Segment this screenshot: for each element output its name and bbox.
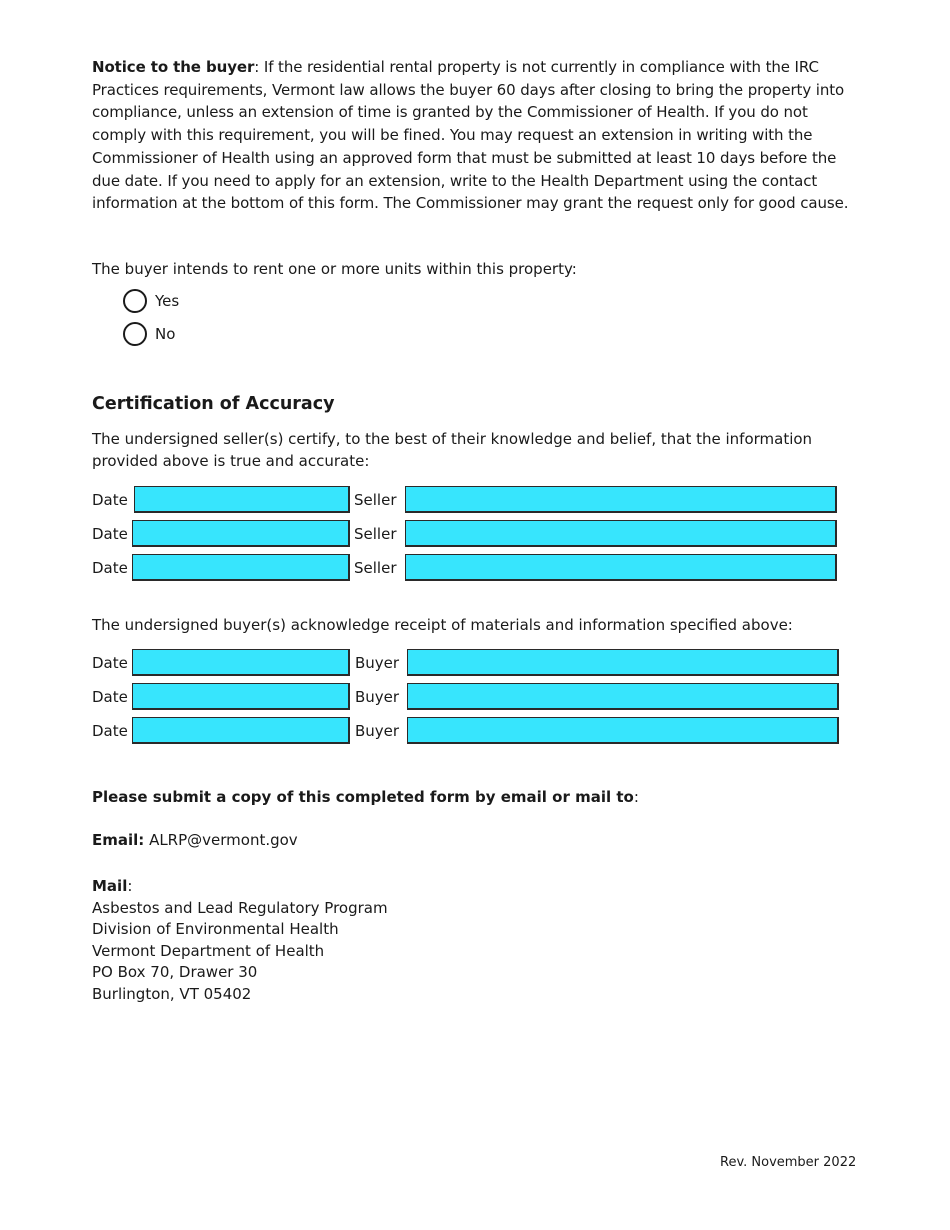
address-line-1: Asbestos and Lead Regulatory Program [92,898,388,917]
seller-name-field-1[interactable] [405,486,837,513]
seller-name-field-3[interactable] [405,554,837,581]
seller-label: Seller [354,525,397,543]
seller-row-1 [92,486,852,514]
buyer-name-field-2[interactable] [407,683,839,710]
buyer-date-field-2[interactable] [132,683,350,710]
no-radio-button[interactable] [123,322,147,346]
certification-heading: Certification of Accuracy [92,394,335,414]
date-label: Date [92,654,128,672]
seller-name-field-2[interactable] [405,520,837,547]
email-line [92,831,298,849]
rent-question: The buyer intends to rent one or more units within this property: [92,260,577,278]
no-label: No [155,325,176,343]
date-label: Date [92,525,128,543]
yes-radio-button[interactable] [123,289,147,313]
address-line-5: Burlington, VT 05402 [92,984,252,1003]
mail-label: Mail [92,877,128,895]
buyer-label: Buyer [355,654,400,672]
notice-paragraph [92,56,852,215]
date-label: Date [92,491,128,509]
buyer-row-1 [92,649,852,677]
address-line-2: Division of Environmental Health [92,920,339,938]
notice-label: Notice to the buyer [92,58,255,76]
email-label: Email: [92,831,145,849]
buyer-name-field-3[interactable] [407,717,839,744]
seller-row-2 [92,520,852,548]
mail-colon: : [127,877,133,895]
notice-text: : If the residential rental property is not currently in compliance with the IRC Practices requirements, Vermont law allows the buyer 60 days after closing to bring the property into compliance, unless an extension of time is granted by the Commissioner of Health. If you do not comply with this requirement, you will be fined. You may request an extension in writing with the Commissioner of Health using an approved form that must be submitted at least 10 days before the due date. If you need to apply for an extension, write to the Health Department using the contact information at the bottom of this form. The Commissioner may grant the request only for good cause. [92,58,849,213]
buyer-row-3 [92,717,852,745]
seller-date-field-3[interactable] [132,554,350,581]
email-address: ALRP@vermont.gov [149,831,298,849]
buyer-label: Buyer [355,722,400,740]
submission-instruction [92,788,639,806]
rent-option-yes[interactable] [123,287,179,315]
mail-block [92,876,388,1005]
submission-instruction-text: Please submit a copy of this completed form by email or mail to [92,788,634,806]
seller-row-3 [92,554,852,582]
buyer-date-field-3[interactable] [132,717,350,744]
yes-label: Yes [155,292,180,310]
buyer-name-field-1[interactable] [407,649,839,676]
submission-colon: : [633,788,639,806]
seller-intro: The undersigned seller(s) certify, to the best of their knowledge and belief, that the information provided above is true and accurate: [92,430,813,470]
buyer-intro: The undersigned buyer(s) acknowledge receipt of materials and information specified above: [92,616,793,634]
notice-section [92,56,852,215]
seller-label: Seller [354,491,397,509]
buyer-label: Buyer [355,688,400,706]
seller-label: Seller [354,559,397,577]
revision-note: Rev. November 2022 [720,1155,857,1170]
buyer-date-field-1[interactable] [132,649,350,676]
seller-date-field-1[interactable] [134,486,350,513]
mail-heading [92,876,388,898]
buyer-row-2 [92,683,852,711]
address-line-3: Vermont Department of Health [92,941,325,960]
date-label: Date [92,722,128,740]
rent-option-no[interactable] [123,320,175,348]
date-label: Date [92,688,128,706]
date-label: Date [92,559,128,577]
address-line-4: PO Box 70, Drawer 30 [92,963,258,981]
seller-date-field-2[interactable] [132,520,350,547]
